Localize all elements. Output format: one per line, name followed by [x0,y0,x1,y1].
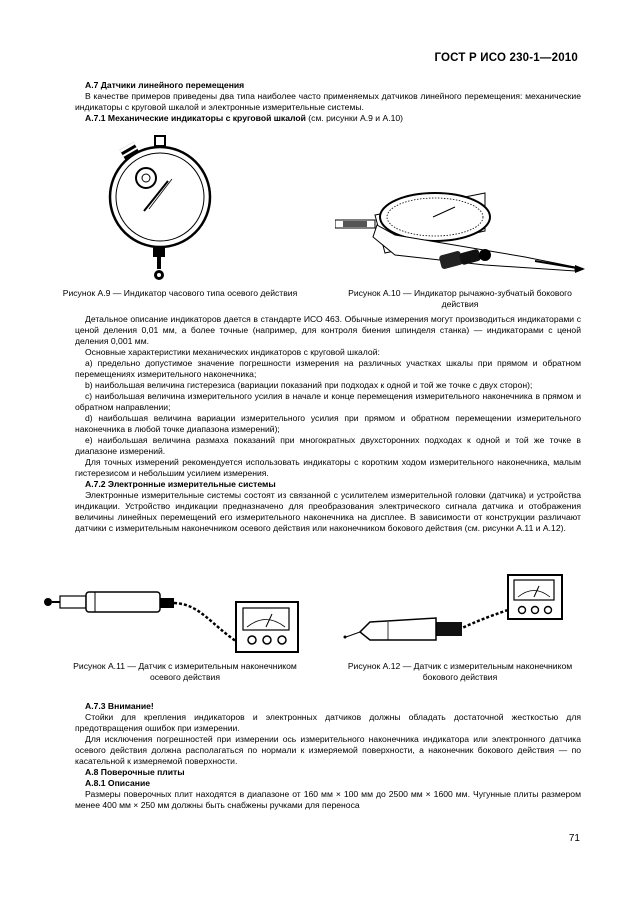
list-item-e: e) наибольшая величина размаха показаний при многократных двухсторонних подходах к одной и той же точке в диапазоне измерений. [75,435,581,456]
figure-a11-axial-probe [40,572,320,657]
list-item-c: c) наибольшая величина измерительного усилия в начале и конце перемещения измерительного наконечника в прямом и обратном направлении; [75,391,581,412]
list-item-a: a) предельно допустимое значение погрешности измерения на различных участках шкалы при прямом и обратном перемещениях измерительного наконечника; [75,358,581,379]
heading-a71-title: А.7.1 Механические индикаторы с круговой шкалой [85,113,306,123]
paragraph: Стойки для крепления индикаторов и электронных датчиков должны обладать достаточной жесткостью для предотвращения ошибок при измерении. [75,712,581,733]
figure-a10-lever-indicator [335,185,595,285]
paragraph: Размеры поверочных плит находятся в диапазоне от 160 мм × 100 мм до 2500 мм × 1600 мм. Чугунные плиты размером менее 400 мм × 250 мм должны быть снабжены ручками для переноса [75,789,581,810]
heading-a81: А.8.1 Описание [85,778,151,788]
figure-a11-caption: Рисунок А.11 — Датчик с измерительным наконечником осевого действия [73,661,297,682]
paragraph: Электронные измерительные системы состоят из связанной с усилителем измерительной головки (датчика) и устройства индикации. Устройство индикации предназначено для преобразования электрического сигнала датчика и отображения величины линейных перемещений его измерительного наконечника на дисплее. В зависимости от конструкции различают датчики с измерительным наконечником осевого действия или наконечником бокового действия (см. рисунки А.11 и А.12). [75,490,581,533]
lever-indicator-drawing [335,193,585,273]
paragraph: Для точных измерений рекомендуется использовать индикаторы с коротким ходом измерительного наконечника, малым гистерезисом и небольшим усилием измерения. [75,457,581,478]
lateral-probe-drawing [344,575,563,640]
figure-a12-caption: Рисунок А.12 — Датчик с измерительным наконечником бокового действия [347,661,573,682]
body-section-1 [75,314,581,534]
heading-a7: А.7 Датчики линейного перемещения [85,80,245,90]
list-item-b: b) наибольшая величина гистерезиса (вариации показаний при подходах к одной и той же точке с двух сторон); [85,380,533,390]
heading-a72: А.7.2 Электронные измерительные системы [85,479,276,489]
figure-a9-caption: Рисунок А.9 — Индикатор часового типа осевого действия [62,288,298,298]
dial-indicator-drawing [110,135,210,280]
body-section-2 [75,701,581,811]
paragraph: Основные характеристики механических индикаторов с круговой шкалой: [85,347,380,357]
figure-a12-lateral-probe [340,570,570,655]
paragraph: В качестве примеров приведены два типа наиболее часто применяемых датчиков линейного перемещения: механические индикаторы с круговой шкалой и электронные измерительные системы. [75,91,581,112]
figure-a9-dial-indicator [108,135,218,285]
heading-a71 [75,113,581,124]
paragraph: Для исключения погрешностей при измерении ось измерительного наконечника индикатора или электронного датчика осевого действия должна располагаться по нормали к измеряемой поверхности, а наконечник бокового действия — по касательной к измеряемой поверхности. [75,734,581,766]
paragraph: Детальное описание индикаторов дается в стандарте ИСО 463. Обычные измерения могут производиться индикаторами с ценой деления 0,01 мм, а более точные (например, для контроля биения шпинделя станка) — индикаторами с ценой деления 0,001 мм. [75,314,581,346]
heading-a71-ref: (см. рисунки А.9 и А.10) [305,113,404,123]
figure-a10-caption: Рисунок А.10 — Индикатор рычажно-зубчатый бокового действия [348,288,572,309]
heading-a73: А.7.3 Внимание! [85,701,154,711]
document-header: ГОСТ Р ИСО 230-1—2010 [434,52,578,64]
page-number: 71 [568,833,580,844]
section-a7 [75,80,581,124]
heading-a8: А.8 Поверочные плиты [85,767,185,777]
list-item-d: d) наибольшая величина вариации измерительного усилия при прямом и обратном перемещении измерительного наконечника в любой точке диапазона измерений); [75,413,581,434]
axial-probe-drawing [44,592,298,652]
